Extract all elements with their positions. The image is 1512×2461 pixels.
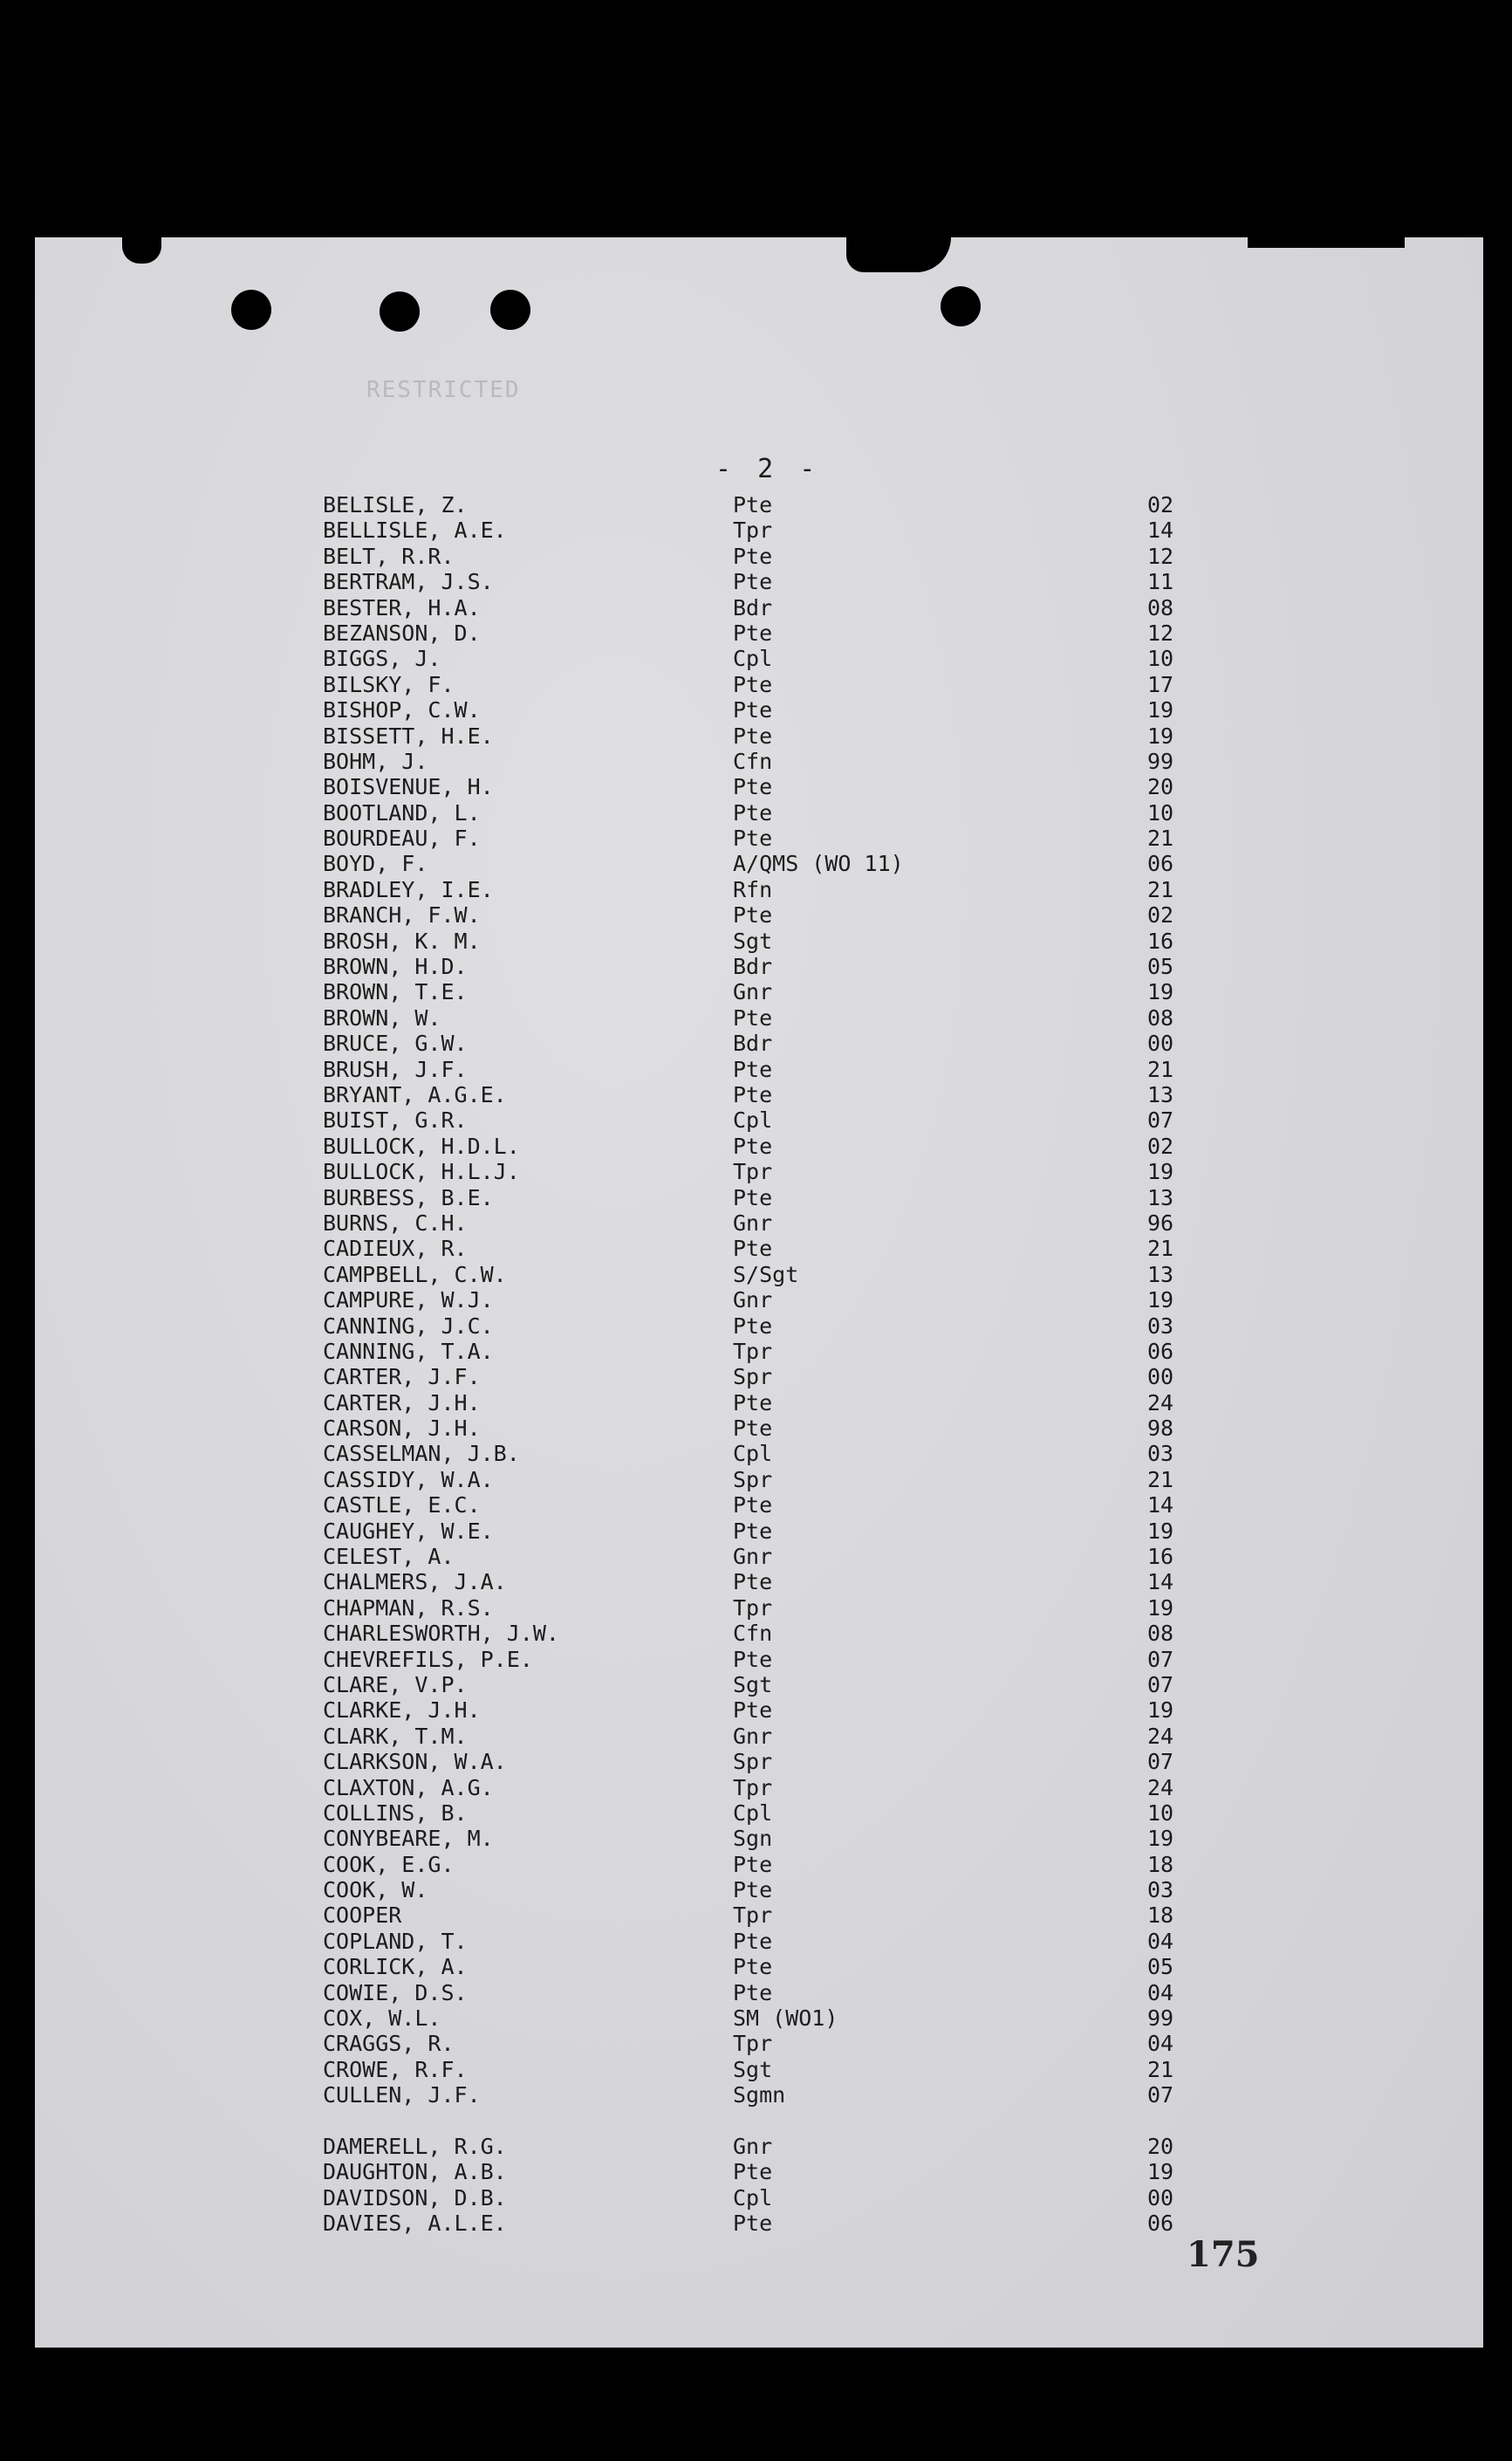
name-cell: BURBESS, B.E. [323,1184,494,1210]
number-cell: 19 [1147,979,1174,1005]
list-item [323,595,1283,620]
rank-cell: Pte [733,1954,773,1980]
number-cell: 20 [1147,2134,1174,2159]
rank-cell: Pte [733,1184,773,1210]
rank-cell: Cpl [733,2184,773,2211]
name-cell: CARTER, J.F. [323,1364,481,1390]
list-item [323,902,1283,928]
rank-cell: Cpl [733,646,773,672]
number-cell: 08 [1147,594,1174,620]
rank-cell: Cpl [733,1441,773,1467]
name-cell: BULLOCK, H.L.J. [323,1159,520,1185]
list-item [323,1339,1283,1364]
list-item [323,620,1283,646]
rank-cell: Pte [733,723,773,749]
torn-edge [1248,237,1405,248]
rank-cell: SM (WO1) [733,2005,838,2032]
name-cell: COOK, W. [323,1877,428,1903]
number-cell: 12 [1147,543,1174,569]
rank-cell: Tpr [733,2031,773,2057]
name-cell: CRAGGS, R. [323,2031,455,2057]
rank-cell: Pte [733,697,773,723]
number-cell: 02 [1147,492,1174,518]
list-item [323,954,1283,979]
name-cell: BELLISLE, A.E. [323,518,507,544]
name-cell: CASSIDY, W.A. [323,1466,494,1492]
rank-cell: Cfn [733,748,773,774]
name-cell: CAUGHEY, W.E. [323,1518,494,1544]
number-cell: 19 [1147,1518,1174,1544]
name-cell: BERTRAM, J.S. [323,569,494,595]
number-cell: 07 [1147,1646,1174,1672]
rank-cell: Tpr [733,1159,773,1185]
rank-cell: Sgn [733,1826,773,1852]
name-cell: CASTLE, E.C. [323,1492,481,1518]
list-item [323,1749,1283,1774]
number-cell: 96 [1147,1210,1174,1236]
name-cell: CARTER, J.H. [323,1389,481,1416]
number-cell: 03 [1147,1877,1174,1903]
list-item [323,518,1283,543]
name-cell: BELISLE, Z. [323,492,468,518]
number-cell: 08 [1147,1621,1174,1647]
rank-cell: Pte [733,1518,773,1544]
name-cell: BROSH, K. M. [323,928,481,954]
punch-hole [231,290,271,330]
rank-cell: Gnr [733,1287,773,1313]
name-cell: CANNING, T.A. [323,1338,494,1364]
list-item [323,2057,1283,2082]
name-cell: CAMPBELL, C.W. [323,1261,507,1287]
list-item [323,1852,1283,1877]
rank-cell: Sgt [733,2056,773,2082]
list-item [323,800,1283,826]
list-item [323,1672,1283,1697]
name-cell: BISSETT, H.E. [323,723,494,749]
name-cell: BRANCH, F.W. [323,902,481,929]
rank-cell: Pte [733,1928,773,1954]
name-cell: CANNING, J.C. [323,1313,494,1339]
name-cell: COWIE, D.S. [323,1979,468,2005]
list-item [323,1724,1283,1749]
rank-cell: Pte [733,2159,773,2185]
list-item [323,877,1283,902]
rank-cell: Gnr [733,1723,773,1749]
list-item [323,672,1283,697]
list-item [323,2159,1283,2184]
number-cell: 12 [1147,620,1174,646]
roster-list [323,492,1283,2237]
number-cell: 99 [1147,2005,1174,2032]
list-item [323,749,1283,774]
name-cell: BRYANT, A.G.E. [323,1081,507,1107]
list-item [323,1390,1283,1416]
rank-cell: Sgmn [733,2082,786,2108]
list-item [323,1441,1283,1466]
punch-hole [941,286,981,326]
name-cell: CLARE, V.P. [323,1671,468,1697]
name-cell: CONYBEARE, M. [323,1826,494,1852]
list-item [323,1057,1283,1082]
punch-hole [490,290,530,330]
number-cell: 06 [1147,851,1174,877]
rank-cell: Gnr [733,1210,773,1236]
number-cell: 13 [1147,1081,1174,1107]
number-cell: 13 [1147,1261,1174,1287]
number-cell: 19 [1147,1697,1174,1724]
list-item [323,646,1283,671]
list-item [323,2082,1283,2108]
list-item [323,1134,1283,1159]
rank-cell: Pte [733,1313,773,1339]
name-cell: BEZANSON, D. [323,620,481,646]
rank-cell: Gnr [733,1544,773,1570]
number-cell: 00 [1147,1364,1174,1390]
name-cell: COPLAND, T. [323,1928,468,1954]
page-number: - 2 - [715,454,821,484]
number-cell: 06 [1147,2211,1174,2237]
rank-cell: Cpl [733,1799,773,1826]
name-cell: BURNS, C.H. [323,1210,468,1236]
rank-cell: Pte [733,1236,773,1262]
number-cell: 24 [1147,1723,1174,1749]
name-cell: CHAPMAN, R.S. [323,1594,494,1621]
number-cell: 21 [1147,2056,1174,2082]
rank-cell: Pte [733,492,773,518]
list-item [323,2005,1283,2031]
punch-hole [380,291,420,332]
torn-edge [122,237,161,264]
number-cell: 14 [1147,518,1174,544]
number-cell: 10 [1147,646,1174,672]
rank-cell: Pte [733,826,773,852]
name-cell: CELEST, A. [323,1544,455,1570]
list-item [323,1287,1283,1313]
name-cell: BUIST, G.R. [323,1107,468,1134]
rank-cell: Pte [733,1416,773,1442]
rank-cell: Rfn [733,876,773,902]
list-item [323,1159,1283,1184]
list-item [323,1107,1283,1133]
rank-cell: Pte [733,1056,773,1082]
list-item [323,1980,1283,2005]
name-cell: CLARKE, J.H. [323,1697,481,1724]
rank-cell: Pte [733,1851,773,1877]
rank-cell: Sgt [733,928,773,954]
list-item [323,569,1283,594]
rank-cell: Pte [733,799,773,826]
rank-cell: Pte [733,671,773,697]
rank-cell: Tpr [733,1338,773,1364]
name-cell: CASSELMAN, J.B. [323,1441,520,1467]
number-cell: 04 [1147,1979,1174,2005]
list-item [323,492,1283,518]
rank-cell: Pte [733,1081,773,1107]
number-cell: 14 [1147,1492,1174,1518]
number-cell: 02 [1147,1133,1174,1159]
name-cell: BISHOP, C.W. [323,697,481,723]
rank-cell: Pte [733,2211,773,2237]
number-cell: 03 [1147,1441,1174,1467]
name-cell: DAUGHTON, A.B. [323,2159,507,2185]
rank-cell: Pte [733,1569,773,1595]
number-cell: 19 [1147,697,1174,723]
number-cell: 16 [1147,1544,1174,1570]
number-cell: 18 [1147,1902,1174,1929]
rank-cell: Sgt [733,1671,773,1697]
list-item [323,1800,1283,1826]
number-cell: 21 [1147,1236,1174,1262]
list-item [323,2211,1283,2236]
list-item [323,1697,1283,1723]
number-cell: 00 [1147,1031,1174,1057]
name-cell: COX, W.L. [323,2005,441,2032]
number-cell: 20 [1147,774,1174,800]
name-cell: BOISVENUE, H. [323,774,494,800]
number-cell: 05 [1147,1954,1174,1980]
rank-cell: Pte [733,1979,773,2005]
rank-cell: Pte [733,1492,773,1518]
list-item [323,1082,1283,1107]
rank-cell: Pte [733,1389,773,1416]
faint-stamp: RESTRICTED [366,377,521,403]
name-cell: BIGGS, J. [323,646,441,672]
list-item [323,2185,1283,2211]
number-cell: 16 [1147,928,1174,954]
name-cell: BESTER, H.A. [323,594,481,620]
list-item [323,1954,1283,1979]
rank-cell: Pte [733,620,773,646]
rank-cell: Gnr [733,979,773,1005]
list-item [323,1544,1283,1569]
rank-cell: Bdr [733,594,773,620]
number-cell: 18 [1147,1851,1174,1877]
list-item [323,1313,1283,1339]
name-cell: CHEVREFILS, P.E. [323,1646,533,1672]
rank-cell: S/Sgt [733,1261,799,1287]
list-item [323,1262,1283,1287]
list-item [323,979,1283,1004]
list-item [323,929,1283,954]
number-cell: 11 [1147,569,1174,595]
number-cell: 07 [1147,1749,1174,1775]
number-cell: 07 [1147,1107,1174,1134]
number-cell: 99 [1147,748,1174,774]
number-cell: 02 [1147,902,1174,929]
list-item [323,1236,1283,1261]
list-item [323,1826,1283,1851]
number-cell: 08 [1147,1004,1174,1031]
rank-cell: Bdr [733,1031,773,1057]
number-cell: 24 [1147,1774,1174,1800]
rank-cell: Tpr [733,518,773,544]
list-item [323,1621,1283,1646]
name-cell: COOK, E.G. [323,1851,455,1877]
name-cell: BOOTLAND, L. [323,799,481,826]
name-cell: CADIEUX, R. [323,1236,468,1262]
rank-cell: A/QMS (WO 11) [733,851,904,877]
rank-cell: Tpr [733,1594,773,1621]
list-item [323,697,1283,723]
name-cell: CULLEN, J.F. [323,2082,481,2108]
rank-cell: Bdr [733,954,773,980]
list-item [323,1210,1283,1236]
number-cell: 19 [1147,2159,1174,2185]
number-cell: 10 [1147,1799,1174,1826]
folio-number: 175 [1187,2234,1260,2275]
rank-cell: Pte [733,902,773,929]
rank-cell: Pte [733,1697,773,1724]
number-cell: 98 [1147,1416,1174,1442]
number-cell: 06 [1147,1338,1174,1364]
list-item [323,851,1283,876]
name-cell: BELT, R.R. [323,543,455,569]
rank-cell: Gnr [733,2134,773,2159]
number-cell: 04 [1147,2031,1174,2057]
torn-edge [846,237,951,272]
list-item [323,1185,1283,1210]
list-item [323,1518,1283,1544]
name-cell: CHARLESWORTH, J.W. [323,1621,559,1647]
list-item [323,1031,1283,1056]
rank-cell: Pte [733,569,773,595]
list-item [323,1877,1283,1902]
number-cell: 19 [1147,1826,1174,1852]
list-item [323,1569,1283,1594]
rank-cell: Pte [733,1877,773,1903]
list-item [323,544,1283,569]
name-cell: BULLOCK, H.D.L. [323,1133,520,1159]
number-cell: 21 [1147,876,1174,902]
list-item [323,2134,1283,2159]
list-item [323,774,1283,799]
rank-cell: Spr [733,1749,773,1775]
rank-cell: Pte [733,1004,773,1031]
name-cell: BRADLEY, I.E. [323,876,494,902]
number-cell: 00 [1147,2184,1174,2211]
name-cell: CORLICK, A. [323,1954,468,1980]
list-item [323,1647,1283,1672]
document-page [35,237,1483,2348]
name-cell: BROWN, H.D. [323,954,468,980]
rank-cell: Tpr [733,1902,773,1929]
list-item [323,1929,1283,1954]
number-cell: 21 [1147,826,1174,852]
number-cell: 19 [1147,723,1174,749]
name-cell: CHALMERS, J.A. [323,1569,507,1595]
name-cell: BOURDEAU, F. [323,826,481,852]
list-item [323,2108,1283,2134]
number-cell: 19 [1147,1594,1174,1621]
name-cell: BOYD, F. [323,851,428,877]
list-item [323,1467,1283,1492]
list-item [323,1005,1283,1031]
rank-cell: Tpr [733,1774,773,1800]
name-cell: DAVIES, A.L.E. [323,2211,507,2237]
number-cell: 21 [1147,1056,1174,1082]
number-cell: 17 [1147,671,1174,697]
name-cell: CARSON, J.H. [323,1416,481,1442]
number-cell: 13 [1147,1184,1174,1210]
number-cell: 19 [1147,1159,1174,1185]
number-cell: 07 [1147,2082,1174,2108]
name-cell: BILSKY, F. [323,671,455,697]
rank-cell: Pte [733,1133,773,1159]
number-cell: 21 [1147,1466,1174,1492]
rank-cell: Spr [733,1364,773,1390]
list-item [323,1492,1283,1518]
name-cell: DAMERELL, R.G. [323,2134,507,2159]
number-cell: 24 [1147,1389,1174,1416]
name-cell: BRUCE, G.W. [323,1031,468,1057]
name-cell: COLLINS, B. [323,1799,468,1826]
number-cell: 14 [1147,1569,1174,1595]
name-cell: CLAXTON, A.G. [323,1774,494,1800]
rank-cell: Spr [733,1466,773,1492]
list-item [323,723,1283,749]
number-cell: 03 [1147,1313,1174,1339]
rank-cell: Cpl [733,1107,773,1134]
name-cell: DAVIDSON, D.B. [323,2184,507,2211]
list-item [323,826,1283,851]
rank-cell: Pte [733,543,773,569]
list-item [323,1775,1283,1800]
name-cell: CLARKSON, W.A. [323,1749,507,1775]
list-item [323,1902,1283,1928]
name-cell: BROWN, T.E. [323,979,468,1005]
number-cell: 19 [1147,1287,1174,1313]
name-cell: BRUSH, J.F. [323,1056,468,1082]
name-cell: COOPER [323,1902,402,1929]
list-item [323,1416,1283,1441]
name-cell: BROWN, W. [323,1004,441,1031]
rank-cell: Pte [733,1646,773,1672]
list-item [323,1595,1283,1621]
list-item [323,2031,1283,2056]
number-cell: 10 [1147,799,1174,826]
rank-cell: Cfn [733,1621,773,1647]
number-cell: 05 [1147,954,1174,980]
name-cell: CAMPURE, W.J. [323,1287,494,1313]
name-cell: BOHM, J. [323,748,428,774]
name-cell: CLARK, T.M. [323,1723,468,1749]
rank-cell: Pte [733,774,773,800]
number-cell: 07 [1147,1671,1174,1697]
number-cell: 04 [1147,1928,1174,1954]
name-cell: CROWE, R.F. [323,2056,468,2082]
list-item [323,1364,1283,1389]
